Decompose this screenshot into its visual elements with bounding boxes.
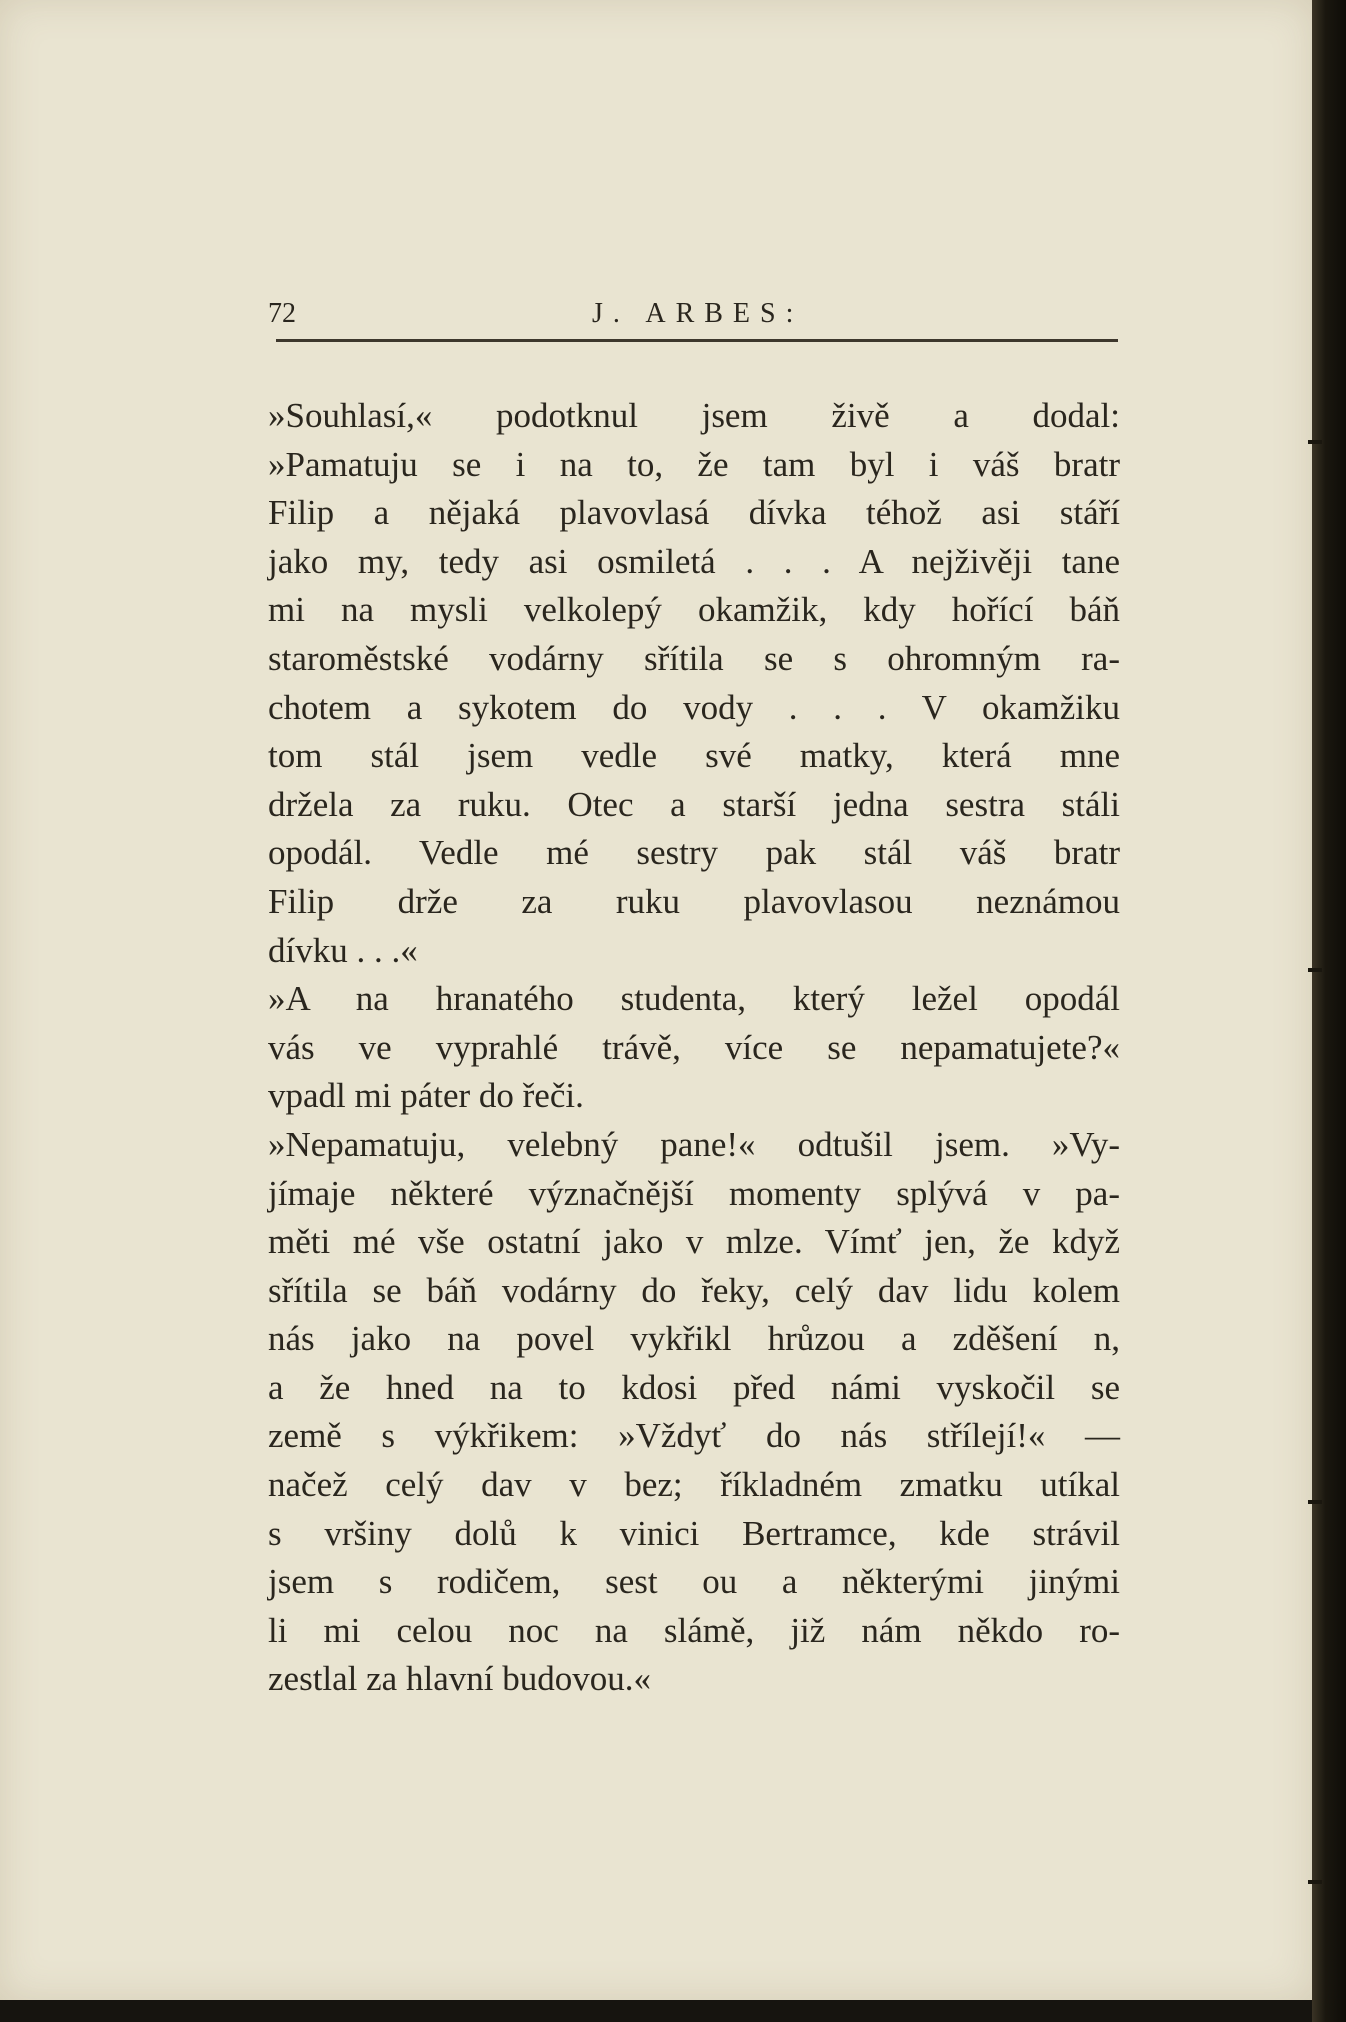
text-line: a že hned na to kdosi před námi vyskočil se bbox=[268, 1367, 1120, 1407]
text-line: chotem a sykotem do vody . . . V okamžiku bbox=[268, 687, 1120, 727]
book-spine-edge bbox=[1312, 0, 1346, 2022]
text-line: zestlal za hlavní budovou.« bbox=[268, 1659, 651, 1699]
text-line: nás jako na povel vykřikl hrůzou a zděšení n, bbox=[268, 1319, 1120, 1359]
text-line: mi na mysli velkolepý okamžik, kdy hořící báň bbox=[268, 590, 1120, 630]
text-line: »Pamatuju se i na to, že tam byl i váš bratr bbox=[268, 444, 1120, 484]
running-head: J. ARBES: bbox=[592, 298, 804, 329]
text-line: Filip a nějaká plavovlasá dívka téhož asi stáří bbox=[268, 493, 1120, 533]
text-line: země s výkřikem: »Vždyť do nás střílejí!« — bbox=[268, 1416, 1120, 1456]
text-line: li mi celou noc na slámě, již nám někdo ro- bbox=[268, 1610, 1120, 1650]
text-line: opodál. Vedle mé sestry pak stál váš bratr bbox=[268, 833, 1120, 873]
page-number: 72 bbox=[268, 298, 296, 329]
text-line: »Souhlasí,« podotknul jsem živě a dodal: bbox=[268, 396, 1120, 435]
text-line: vpadl mi páter do řeči. bbox=[268, 1076, 584, 1116]
spine-mark bbox=[1308, 1500, 1322, 1504]
text-line: držela za ruku. Otec a starší jedna sestra stáli bbox=[268, 784, 1120, 824]
text-line: dívku . . .« bbox=[268, 930, 418, 970]
text-line: staroměstské vodárny sřítila se s ohromným ra- bbox=[268, 638, 1120, 678]
text-line: tom stál jsem vedle své matky, která mne bbox=[268, 736, 1120, 776]
spine-mark bbox=[1308, 1880, 1322, 1884]
text-line: sřítila se báň vodárny do řeky, celý dav lidu kolem bbox=[268, 1270, 1120, 1310]
body-text bbox=[268, 392, 1120, 1704]
text-line: »A na hranatého studenta, který ležel opodál bbox=[268, 979, 1120, 1019]
text-line: vás ve vyprahlé trávě, více se nepamatujete?« bbox=[268, 1027, 1120, 1067]
spine-mark bbox=[1308, 440, 1322, 444]
text-line: jako my, tedy asi osmiletá . . . A nejživěji tane bbox=[268, 541, 1120, 581]
text-line: Filip drže za ruku plavovlasou neznámou bbox=[268, 881, 1120, 921]
page-header bbox=[268, 298, 1120, 338]
text-line: jímaje některé význačnější momenty splývá v pa- bbox=[268, 1173, 1120, 1213]
text-line: měti mé vše ostatní jako v mlze. Vímť jen, že když bbox=[268, 1222, 1120, 1262]
spine-mark bbox=[1308, 968, 1322, 972]
text-line: jsem s rodičem, sest ou a některými jinými bbox=[268, 1562, 1120, 1602]
text-line: »Nepamatuju, velebný pane!« odtušil jsem. »Vy- bbox=[268, 1124, 1120, 1164]
header-rule bbox=[276, 339, 1118, 342]
text-line: s vršiny dolů k vinici Bertramce, kde strávil bbox=[268, 1513, 1120, 1553]
text-line: načež celý dav v bez; říkladném zmatku utíkal bbox=[268, 1465, 1120, 1505]
